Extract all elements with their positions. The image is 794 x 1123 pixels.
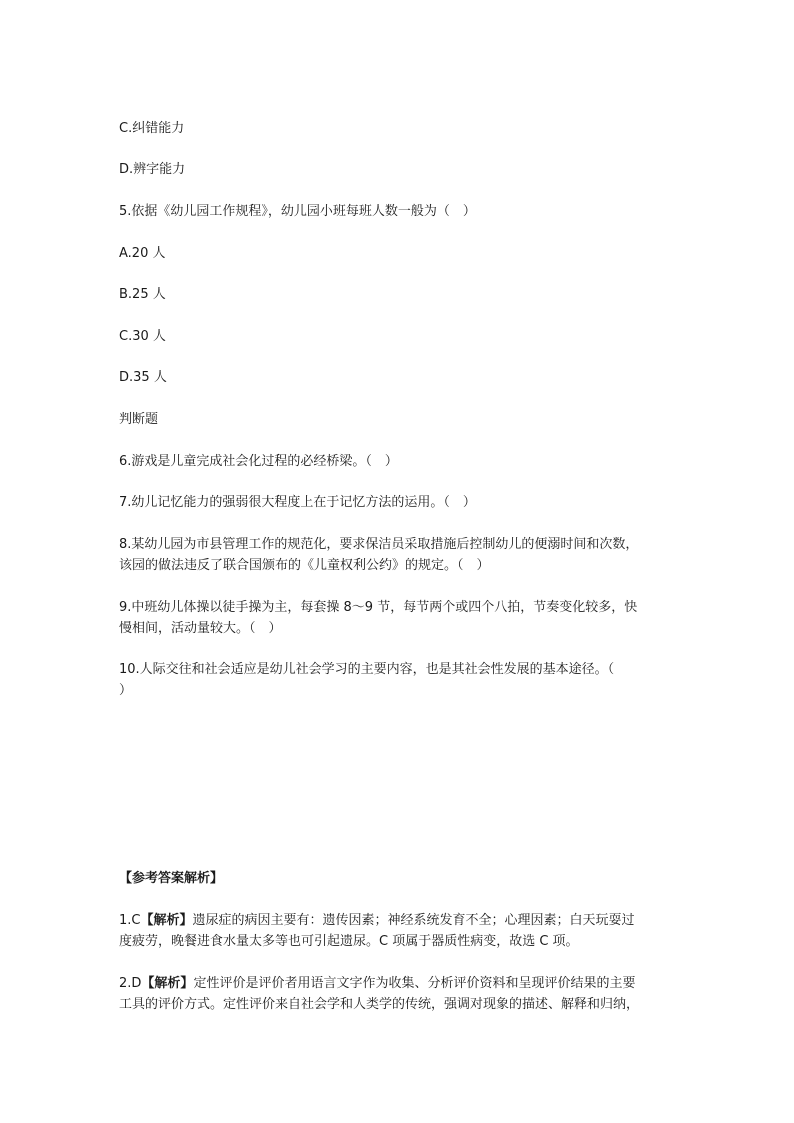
q4-option-d: D.辨字能力 — [119, 162, 186, 177]
q10-stem-line2: ） — [119, 683, 133, 698]
q4-option-c: C.纠错能力 — [119, 121, 185, 136]
q5-option-c: C.30 人 — [119, 329, 166, 344]
q5-option-a: A.20 人 — [119, 246, 166, 261]
section-heading-judgment: 判断题 — [119, 412, 159, 427]
q8-stem-line1: 8.某幼儿园为市县管理工作的规范化，要求保洁员采取措施后控制幼儿的便溺时间和次数， — [119, 537, 639, 552]
answer-2-line2: 工具的评价方式。定性评价来自社会学和人类学的传统，强调对现象的描述、解释和归纳， — [119, 997, 640, 1012]
q6-stem: 6.游戏是儿童完成社会化过程的必经桥梁。（ ） — [119, 454, 398, 469]
answer-1-number: 1.C — [119, 913, 141, 928]
q8-stem-line2: 该园的做法违反了联合国颁布的《儿童权利公约》的规定。（ ） — [119, 558, 490, 573]
q9-stem-line2: 慢相间，活动量较大。（ ） — [119, 621, 282, 636]
answer-1-tag: 【解析】 — [140, 913, 193, 928]
answers-heading: 【参考答案解析】 — [119, 871, 224, 886]
answer-2-line1 — [119, 973, 679, 994]
answer-1-line1 — [119, 910, 679, 931]
q10-stem-line1: 10.人际交往和社会适应是幼儿社会学习的主要内容，也是其社会性发展的基本途径。（ — [119, 662, 615, 677]
q5-stem: 5.依据《幼儿园工作规程》，幼儿园小班每班人数一般为（ ） — [119, 204, 476, 219]
q9-stem-line1: 9.中班幼儿体操以徒手操为主，每套操 8～9 节，每节两个或四个八拍，节奏变化较多，快 — [119, 600, 638, 615]
answer-2-tag: 【解析】 — [141, 976, 194, 991]
answer-1-text: 遗尿症的病因主要有：遗传因素；神经系统发育不全；心理因素；白天玩耍过 — [192, 913, 635, 928]
answer-2-text: 定性评价是评价者用语言文字作为收集、分析评价资料和呈现评价结果的主要 — [193, 976, 636, 991]
q5-option-d: D.35 人 — [119, 370, 167, 385]
q5-option-b: B.25 人 — [119, 287, 166, 302]
answer-2-number: 2.D — [119, 976, 142, 991]
answer-1-line2: 度疲劳，晚餐进食水量太多等也可引起遗尿。C 项属于器质性病变，故选 C 项。 — [119, 934, 579, 949]
q7-stem: 7.幼儿记忆能力的强弱很大程度上在于记忆方法的运用。（ ） — [119, 495, 476, 510]
